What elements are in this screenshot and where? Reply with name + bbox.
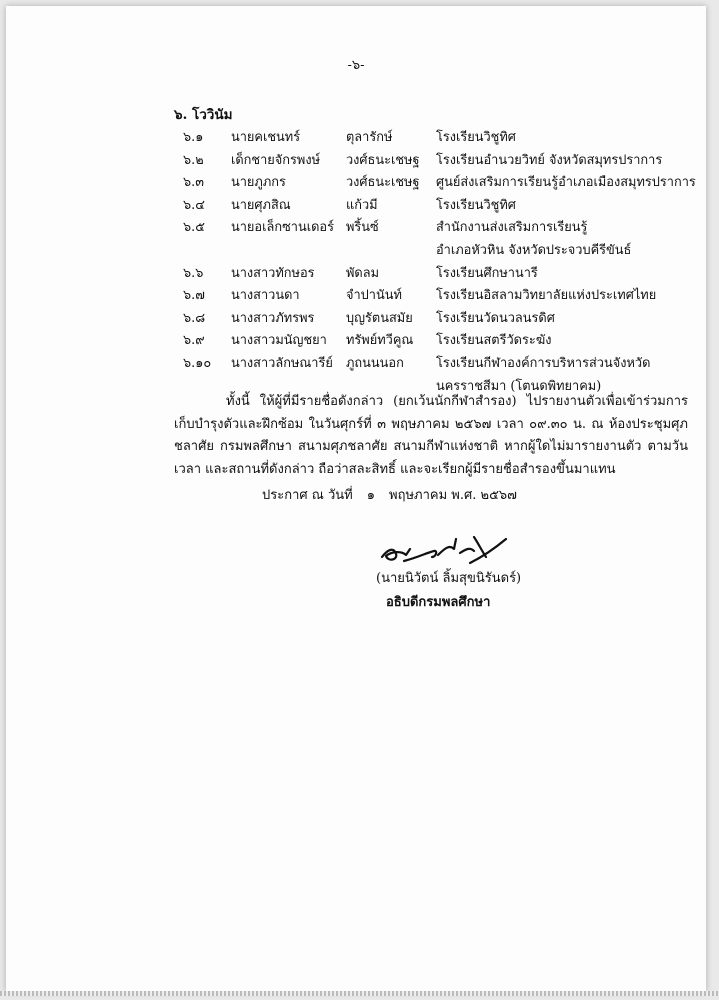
roster-number: ๖.๙ <box>183 333 205 349</box>
roster-first-name: นายอเล็กซานเดอร์ <box>231 220 334 236</box>
roster-school: โรงเรียนสตรีวัดระฆัง <box>436 333 552 349</box>
roster-school <box>436 217 631 262</box>
roster-number: ๖.๒ <box>183 152 204 168</box>
roster-school-line1: โรงเรียนกีฬาองค์การบริหารส่วนจังหวัด <box>436 355 651 371</box>
roster-row <box>183 263 683 286</box>
announce-prefix: ประกาศ ณ วันที่ <box>262 488 353 503</box>
roster-school: โรงเรียนวัดนวลนรดิศ <box>436 310 555 326</box>
roster-school-line2: นครราชสีมา (โตนดพิทยาคม) <box>436 378 602 394</box>
roster-row <box>183 127 683 150</box>
document-page <box>6 6 706 992</box>
roster-number: ๖.๓ <box>183 175 204 191</box>
roster-row <box>183 150 683 173</box>
section-title: ๖. โววินัม <box>174 107 233 123</box>
roster-first-name: นางสาวนดา <box>231 288 300 304</box>
announcement-date <box>262 484 517 505</box>
handwritten-signature <box>374 527 514 569</box>
roster-school-line1: สำนักงานส่งเสริมการเรียนรู้ <box>436 220 588 236</box>
roster-first-name: นายคเชนทร์ <box>231 130 301 145</box>
page-number: -๖- <box>347 58 365 73</box>
roster-first-name: เด็กชายจักรพงษ์ <box>231 152 321 168</box>
roster-last-name: ภูถนนนอก <box>346 355 404 371</box>
roster-first-name: นางสาวลักษณารีย์ <box>231 355 333 371</box>
page-edge <box>0 991 719 996</box>
roster-number: ๖.๕ <box>183 220 205 236</box>
announce-day: ๑ <box>366 488 375 503</box>
roster-last-name: แก้วมี <box>346 197 378 213</box>
roster-last-name: จำปานันท์ <box>346 288 402 304</box>
roster-row <box>183 217 683 262</box>
roster-last-name: พัดลม <box>346 265 380 281</box>
roster-school: โรงเรียนอำนวยวิทย์ จังหวัดสมุทรปราการ <box>436 152 663 168</box>
roster-last-name: วงศ์ธนะเชษฐ <box>346 152 420 168</box>
roster-number: ๖.๖ <box>183 265 204 281</box>
roster-school: โรงเรียนอิสลามวิทยาลัยแห่งประเทศไทย <box>436 288 657 304</box>
announce-month-year: พฤษภาคม พ.ศ. ๒๕๖๗ <box>389 488 517 503</box>
roster-number: ๖.๑ <box>183 130 204 145</box>
roster-number: ๖.๑๐ <box>183 355 212 371</box>
signer-name: (นายนิวัตน์ ลิ้มสุขนิรันดร์) <box>376 571 522 586</box>
roster-row <box>183 308 683 331</box>
roster-row <box>183 172 696 195</box>
roster-first-name: นายภูภกร <box>231 175 286 191</box>
roster-school: ศูนย์ส่งเสริมการเรียนรู้อำเภอเมืองสมุทรปราการ <box>436 175 696 191</box>
roster-school: โรงเรียนวิชูทิศ <box>436 197 516 213</box>
roster-number: ๖.๗ <box>183 288 205 304</box>
roster-school: โรงเรียนศึกษานารี <box>436 265 538 281</box>
roster-school: โรงเรียนวิชูทิศ <box>436 130 516 145</box>
athlete-roster <box>183 127 696 398</box>
roster-last-name: พริ้นซ์ <box>346 220 379 236</box>
roster-first-name: นายศุภสิณ <box>231 197 291 213</box>
roster-row <box>183 330 683 353</box>
roster-school-line2: อำเภอหัวหิน จังหวัดประจวบคีรีขันธ์ <box>436 242 632 258</box>
signer-title: อธิบดีกรมพลศึกษา <box>386 595 491 610</box>
roster-row <box>183 195 683 218</box>
roster-last-name: วงศ์ธนะเชษฐ <box>346 175 420 191</box>
roster-number: ๖.๔ <box>183 197 205 213</box>
roster-last-name: บุญรัตนสมัย <box>346 310 413 326</box>
roster-last-name: ทรัพย์ทวีคูณ <box>346 333 414 349</box>
roster-first-name: นางสาวมนัญชยา <box>231 333 327 349</box>
roster-first-name: นางสาวทักษอร <box>231 265 315 281</box>
instruction-paragraph: ทั้งนี้ ให้ผู้ที่มีรายชื่อดังกล่าว (ยกเว้นนักกีฬาสำรอง) ไปรายงานตัวเพื่อเข้าร่วมการเก็บบำรุงตัวและฝึกซ้อม ในวันศุกร์ที่ ๓ พฤษภาคม ๒๕๖๗ เวลา ๐๙.๓๐ น. ณ ห้องประชุมศุภชลาศัย กรมพลศึกษา สนามศุภชลาศัย สนามกีฬาแห่งชาติ หากผู้ใดไม่มารายงานตัว ตามวัน เวลา และสถานที่ดังกล่าว ถือว่าสละสิทธิ์ และจะเรียกผู้มีรายชื่อสำรองขึ้นมาแทน <box>174 394 688 477</box>
roster-number: ๖.๘ <box>183 310 206 326</box>
roster-first-name: นางสาวภัทรพร <box>231 310 315 326</box>
roster-last-name: ตุลารักษ์ <box>346 130 393 145</box>
roster-row <box>183 285 683 308</box>
